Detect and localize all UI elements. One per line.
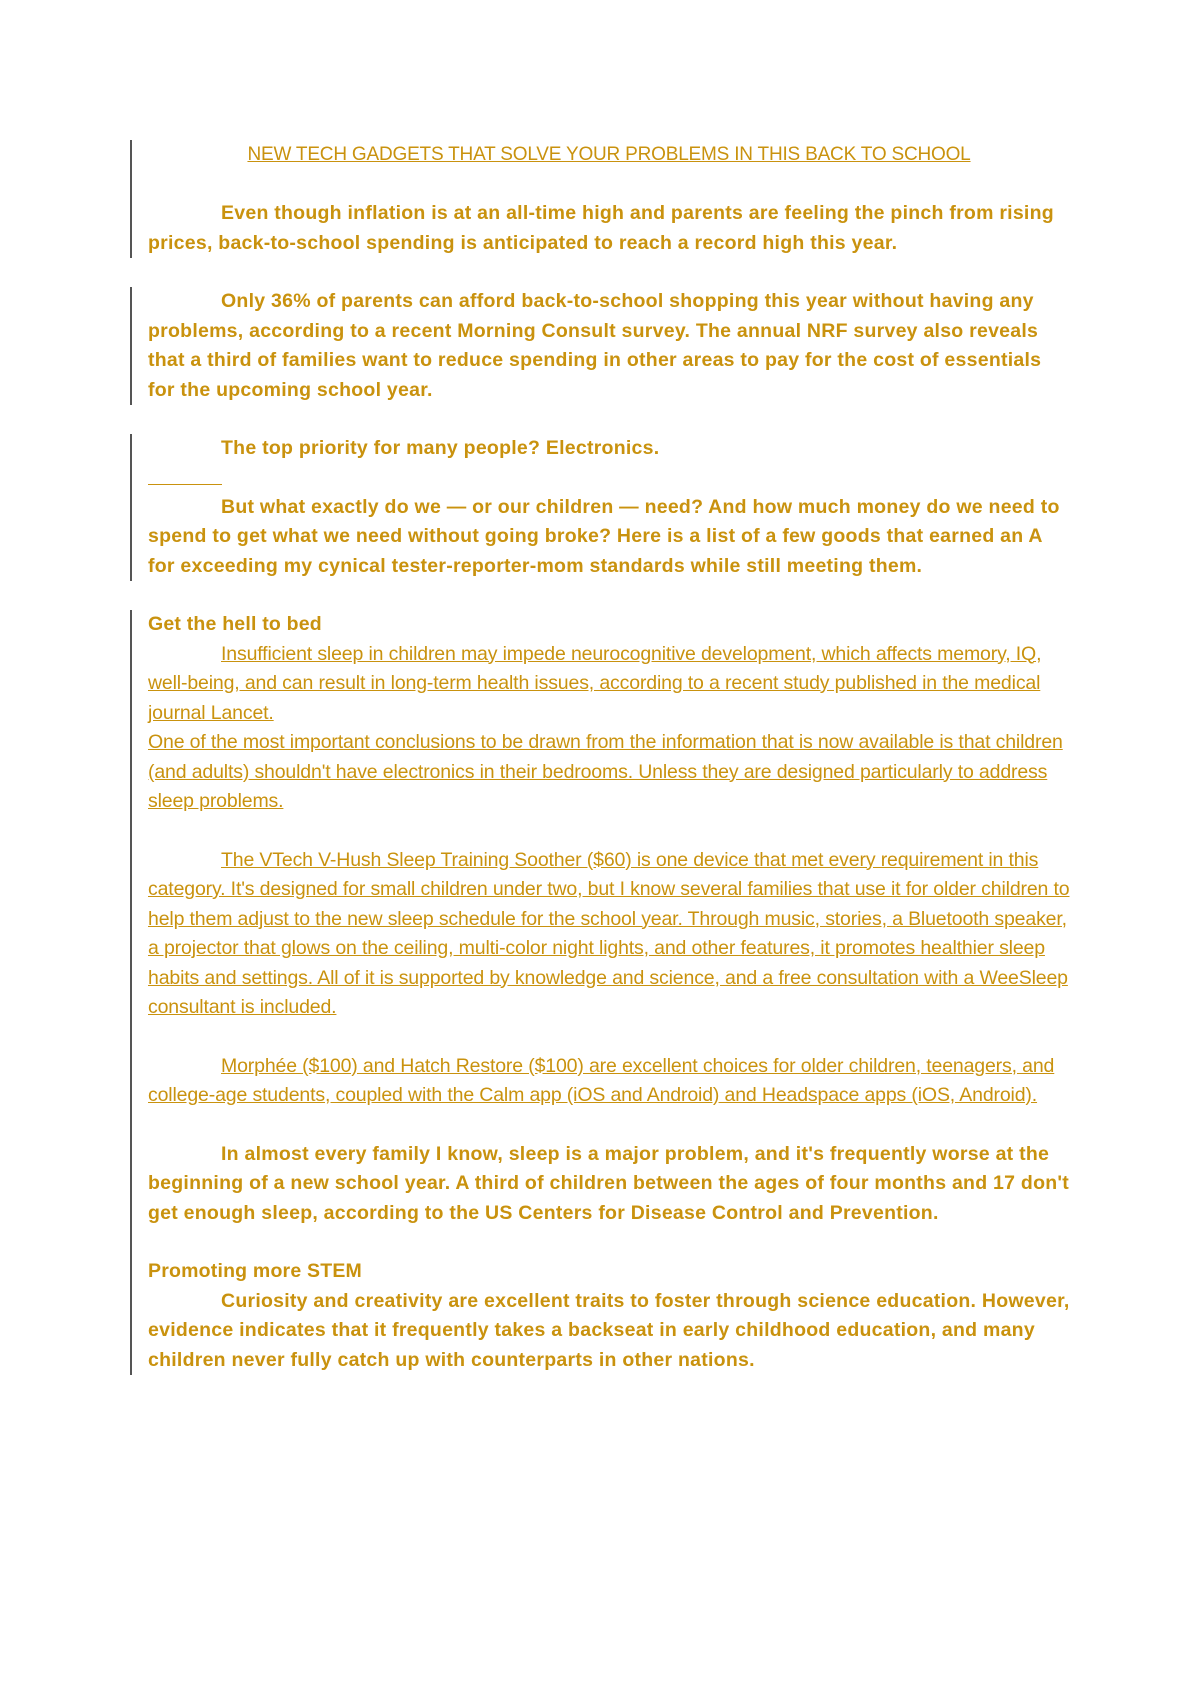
blank-line bbox=[130, 1111, 1070, 1140]
link-morphee-hatch[interactable]: Morphée ($100) and Hatch Restore ($100) are excellent choices for older children, teenagers, and college-age students, coupled with the Calm app (iOS and Android) and Headspace apps (iOS, Android). bbox=[130, 1052, 1070, 1111]
blank-line bbox=[130, 258, 1070, 287]
blank-line bbox=[130, 1023, 1070, 1052]
blank-line bbox=[130, 170, 1070, 199]
document-body bbox=[130, 140, 1070, 1375]
blank-line bbox=[130, 405, 1070, 434]
blank-line bbox=[130, 817, 1070, 846]
blank-line bbox=[130, 1228, 1070, 1257]
link-electronics-bedroom[interactable]: One of the most important conclusions to be drawn from the information that is now available is that children (and adults) shouldn't have electronics in their bedrooms. Unless they are designed particularly to address sleep problems. bbox=[130, 728, 1070, 817]
blank-line bbox=[130, 581, 1070, 610]
horizontal-rule bbox=[130, 464, 1070, 493]
paragraph-inflation: Even though inflation is at an all-time high and parents are feeling the pinch from rising prices, back-to-school spending is anticipated to reach a record high this year. bbox=[130, 199, 1070, 258]
paragraph-survey: Only 36% of parents can afford back-to-school shopping this year without having any problems, according to a recent Morning Consult survey. The annual NRF survey also reveals that a third of families want to reduce spending in other areas to pay for the cost of essentials for the upcoming school year. bbox=[130, 287, 1070, 405]
link-vtech-soother[interactable]: The VTech V-Hush Sleep Training Soother ($60) is one device that met every requirement in this category. It's designed for small children under two, but I know several families that use it for older children to help them adjust to the new sleep schedule for the school year. Through music, stories, a Bluetooth speaker, a projector that glows on the ceiling, multi-color night lights, and other features, it promotes healthier sleep habits and settings. All of it is supported by knowledge and science, and a free consultation with a WeeSleep consultant is included. bbox=[130, 846, 1070, 1023]
document-title: NEW TECH GADGETS THAT SOLVE YOUR PROBLEMS IN THIS BACK TO SCHOOL bbox=[130, 140, 1070, 170]
section-heading-stem: Promoting more STEM bbox=[130, 1257, 1070, 1287]
paragraph-stem: Curiosity and creativity are excellent traits to foster through science education. However, evidence indicates that it frequently takes a backseat in early childhood education, and many children never fully catch up with counterparts in other nations. bbox=[130, 1287, 1070, 1376]
paragraph-priority: The top priority for many people? Electronics. bbox=[130, 434, 1070, 464]
link-sleep-study[interactable]: Insufficient sleep in children may impede neurocognitive development, which affects memory, IQ, well-being, and can result in long-term health issues, according to a recent study published in the medical journal Lancet. bbox=[130, 640, 1070, 729]
paragraph-needs: But what exactly do we — or our children — need? And how much money do we need to spend to get what we need without going broke? Here is a list of a few goods that earned an A for exceeding my cynical tester-reporter-mom standards while still meeting them. bbox=[130, 493, 1070, 582]
section-heading-sleep: Get the hell to bed bbox=[130, 610, 1070, 640]
paragraph-sleep-problem: In almost every family I know, sleep is a major problem, and it's frequently worse at the beginning of a new school year. A third of children between the ages of four months and 17 don't get enough sleep, according to the US Centers for Disease Control and Prevention. bbox=[130, 1140, 1070, 1229]
